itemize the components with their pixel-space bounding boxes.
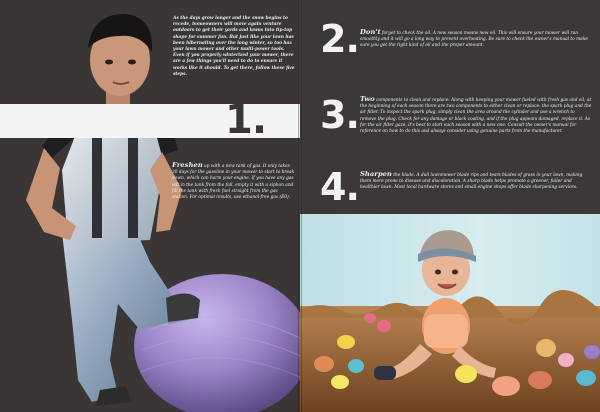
step-3-text bbox=[360, 96, 592, 135]
step-1-number: 1. bbox=[225, 97, 267, 143]
page-gutter bbox=[298, 0, 302, 412]
step-1-text bbox=[172, 162, 295, 201]
step-4-number: 4. bbox=[320, 165, 359, 209]
step-1-body: up with a new tank of gas. It only takes 30 days for the gasoline in your mower to start to break down, which can harm your engine. If you have any gas left in the tank from the fall, empty it with a siphon and fill the tank with fresh fuel straight from the gas station. For optimal results, use ethanol-free gas (E0). bbox=[172, 164, 295, 201]
baby-with-eggs-photo bbox=[300, 214, 600, 412]
step-3-body: components to clean and replace: Along with keeping your mower fueled with fresh gas and oil, at the beginning of each season there are two components to either clean or replace: the spark plug and the air filter. To inspect the spark plug, simply clean the area around the cylinder and use a wrench to remove the plug. Check for any damage or black coating, and if the plug appears damaged, replace it. As for the air filter gaze, it's best to start each season with a new one. Consult the owner's manual for reference on how to do this and always consider using genuine parts from the manufacturer. bbox=[360, 98, 592, 135]
step-2-lead: Don't bbox=[360, 28, 381, 36]
intro-paragraph: As the days grow longer and the snow begins to recede, homeowners will move again venture outdoors to get their yards and lawns into tip-top shape for summer fun. But just like your lawn has been hibernating over the long winter, so too has your lawn mower and other multi-power tools. Even if you properly winterized your mower, there are a few things you'll need to do to ensure it works like it should. To get there, follow these five steps. bbox=[173, 16, 295, 77]
step-2-body: forget to check the oil. A new season means new oil. This will ensure your mower will run smoothly and it will go a long way to prevent overheating. Be sure to check the owner's manual to make sure you get the right kind of oil and the proper amount. bbox=[360, 31, 588, 49]
step-4-lead: Sharpen bbox=[360, 170, 392, 178]
step-2-text bbox=[360, 29, 592, 50]
step-4-body: the blade. A dull lawnmower blade rips and tears blades of grass in your lawn, making them more prone to disease and discoloration. A sharp blade helps promote a greener, fuller and healthier lawn. Most local hardware stores and small engine shops offer blade sharpening services. bbox=[360, 173, 583, 191]
step-2-number: 2. bbox=[320, 17, 359, 61]
step-3-number: 3. bbox=[320, 93, 359, 137]
step-1-lead: Freshen bbox=[172, 161, 203, 169]
step-4-text bbox=[360, 171, 592, 192]
step-3-lead: Two bbox=[360, 95, 375, 103]
baby-photo-image bbox=[300, 214, 600, 412]
